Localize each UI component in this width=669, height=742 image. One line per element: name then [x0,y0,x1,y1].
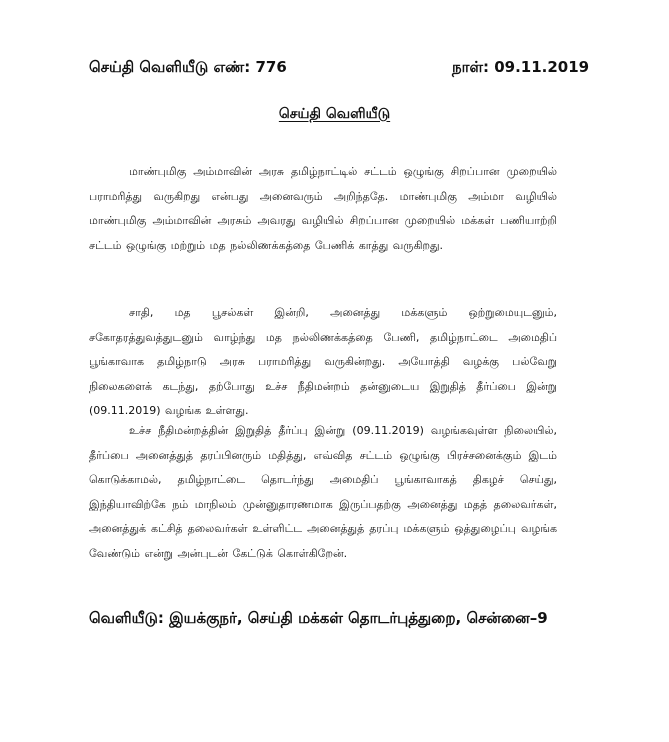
document-title-block [0,106,669,124]
paragraph-3: உச்ச நீதிமன்றத்தின் இறுதித் தீர்ப்பு இன்று (09.11.2019) வழங்கவுள்ள நிலையில், தீர்ப்பை அனைத்துத் தரப்பினரும் மதித்து, எவ்வித சட்டம் ஒழுங்கு பிரச்சனைக்கும் இடம் கொடுக்காமல், தமிழ்நாட்டை தொடர்ந்து அமைதிப் பூங்காவாகத் திகழச் செய்து, இந்தியாவிற்கே நம் மாநிலம் முன்னுதாரணமாக இருப்பதற்கு அனைத்து மதத் தலைவர்கள், அனைத்துக் கட்சித் தலைவர்கள் உள்ளிட்ட அனைத்துத் தரப்பு மக்களும் ஒத்துழைப்பு வழங்க வேண்டும் என்று அன்புடன் கேட்டுக் கொள்கிறேன். [89,424,557,560]
release-date: நாள்: 09.11.2019 [452,58,590,76]
paragraph-2: சாதி, மத பூசல்கள் இன்றி, அனைத்து மக்களும் ஒற்றுமையுடனும், சகோதரத்துவத்துடனும் வாழ்ந்து மத நல்லிணக்கத்தை பேணி, தமிழ்நாட்டை அமைதிப் பூங்காவாக தமிழ்நாடு அரசு பராமரித்து வருகின்றது. அயோத்தி வழக்கு பல்வேறு நிலைகளைக் கடந்து, தற்போது உச்ச நீதிமன்றம் தன்னுடைய இறுதித் தீர்ப்பை இன்று (09.11.2019) வழங்க உள்ளது. [89,306,557,417]
release-number: செய்தி வெளியீடு எண்: 776 [89,58,287,76]
document-title: செய்தி வெளியீடு [278,106,391,122]
paragraph-1: மாண்புமிகு அம்மாவின் அரசு தமிழ்நாட்டில் சட்டம் ஒழுங்கு சிறப்பான முறையில் பராமரித்து வருகிறது என்பது அனைவரும் அறிந்ததே. மாண்புமிகு அம்மா வழியில் மாண்புமிகு அம்மாவின் அரசும் அவரது வழியில் சிறப்பான முறையில் மக்கள் பணியாற்றி சட்டம் ஒழுங்கு மற்றும் மத நல்லிணக்கத்தை பேணிக் காத்து வருகிறது. [89,165,557,252]
issuer-footer: வெளியீடு: இயக்குநர், செய்தி மக்கள் தொடர்புத்துறை, சென்னை–9 [89,609,548,627]
